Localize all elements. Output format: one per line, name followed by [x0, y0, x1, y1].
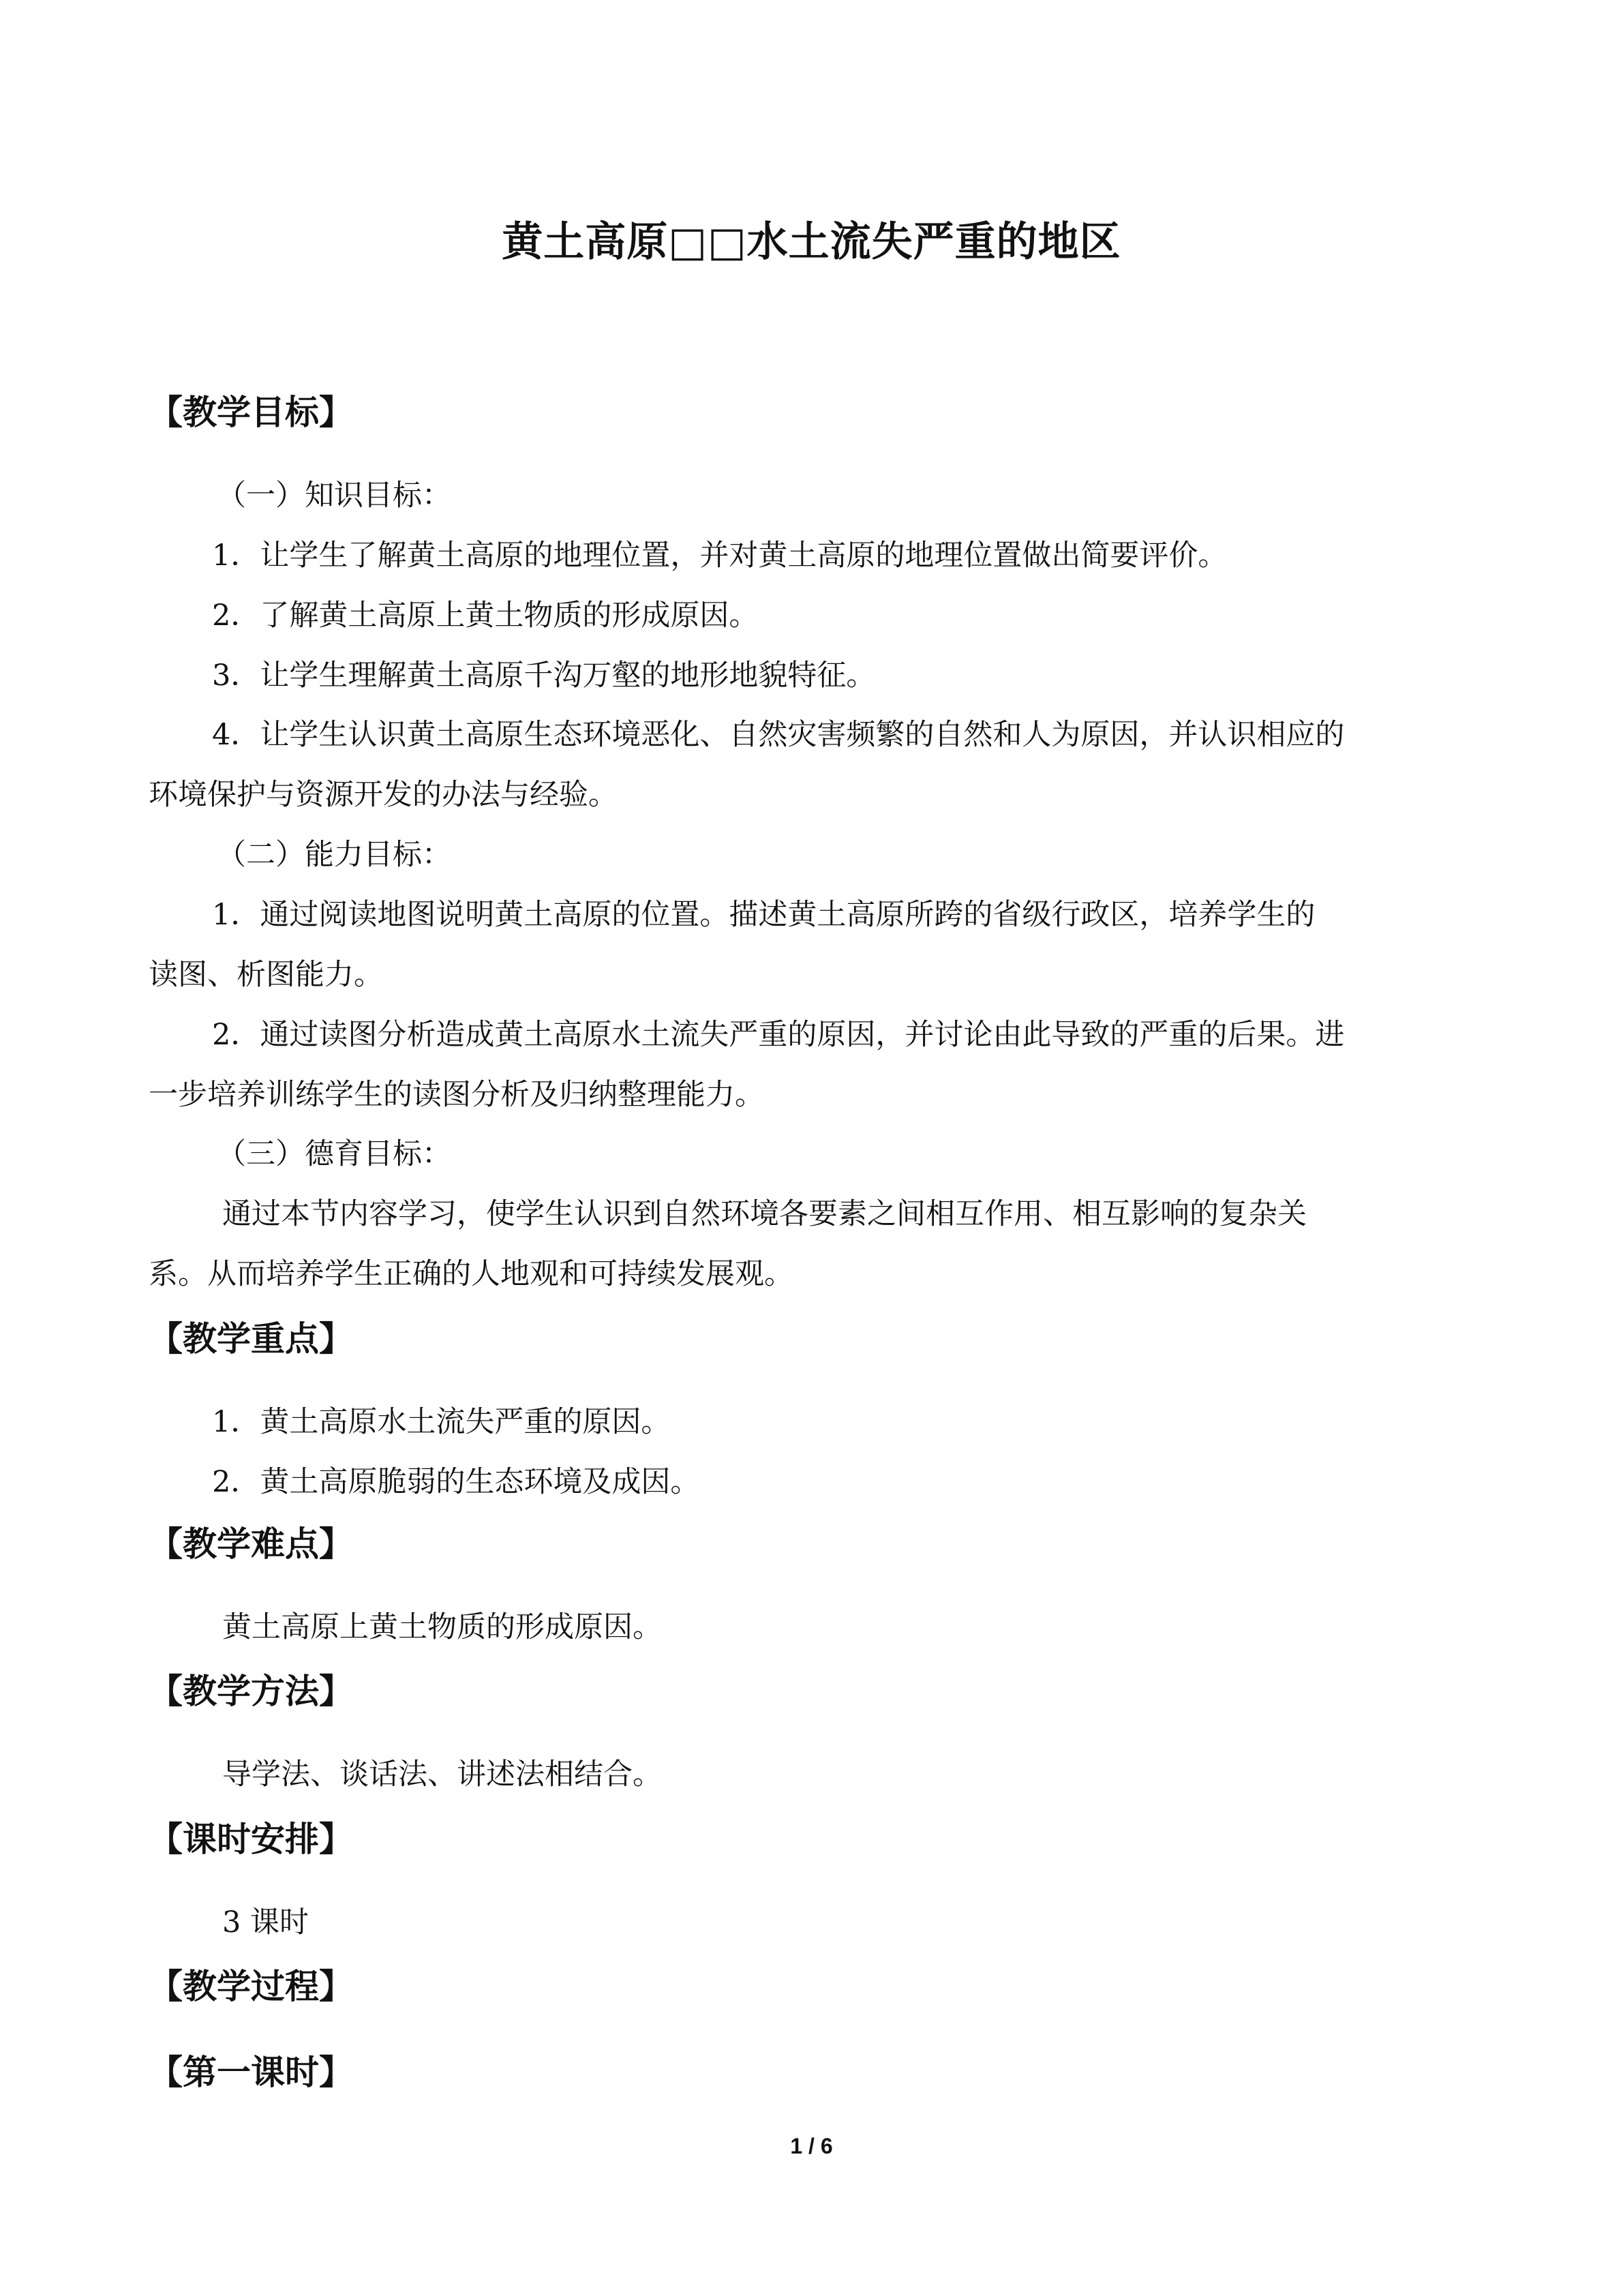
heading-objectives: 【教学目标】 [149, 393, 353, 432]
difficulties-text: 黄土高原上黄土物质的形成原因。 [222, 1610, 662, 1644]
moral-paragraph-line-1: 通过本节内容学习，使学生认识到自然环境各要素之间相互作用、相互影响的复杂关 [222, 1197, 1307, 1231]
knowledge-item-2: 2．了解黄土高原上黄土物质的形成原因。 [212, 599, 759, 633]
ability-item-1: 1．通过阅读地图说明黄土高原的位置。描述黄土高原所跨的省级行政区，培养学生的 [212, 898, 1316, 932]
key-point-1: 1．黄土高原水土流失严重的原因。 [212, 1405, 671, 1439]
moral-objectives-label: （三）德育目标： [217, 1137, 451, 1171]
schedule-text: 3 课时 [222, 1905, 309, 1939]
heading-difficulties: 【教学难点】 [149, 1524, 353, 1564]
knowledge-objectives-label: （一）知识目标： [217, 479, 451, 513]
methods-text: 导学法、谈话法、讲述法相结合。 [222, 1757, 662, 1792]
heading-schedule: 【课时安排】 [149, 1819, 353, 1859]
ability-objectives-label: （二）能力目标： [217, 838, 451, 872]
key-point-2: 2．黄土高原脆弱的生态环境及成因。 [212, 1465, 700, 1499]
ability-item-1-continued: 读图、析图能力。 [149, 958, 383, 992]
knowledge-item-1: 1．让学生了解黄土高原的地理位置，并对黄土高原的地理位置做出简要评价。 [212, 539, 1228, 573]
heading-key-points: 【教学重点】 [149, 1319, 353, 1359]
ability-item-2-continued: 一步培养训练学生的读图分析及归纳整理能力。 [149, 1078, 764, 1112]
page-number: 1 / 6 [790, 2134, 833, 2158]
knowledge-item-3: 3．让学生理解黄土高原千沟万壑的地形地貌特征。 [212, 659, 876, 693]
document-title: 黄土高原□□水土流失严重的地区 [502, 218, 1121, 266]
knowledge-item-4: 4．让学生认识黄土高原生态环境恶化、自然灾害频繁的自然和人为原因，并认识相应的 [212, 718, 1345, 752]
heading-process: 【教学过程】 [149, 1967, 353, 2006]
heading-first-lesson: 【第一课时】 [149, 2053, 353, 2092]
knowledge-item-4-continued: 环境保护与资源开发的办法与经验。 [149, 778, 618, 812]
heading-methods: 【教学方法】 [149, 1672, 353, 1711]
moral-paragraph-line-2: 系。从而培养学生正确的人地观和可持续发展观。 [149, 1257, 793, 1291]
ability-item-2: 2．通过读图分析造成黄土高原水土流失严重的原因，并讨论由此导致的严重的后果。进 [212, 1018, 1345, 1052]
